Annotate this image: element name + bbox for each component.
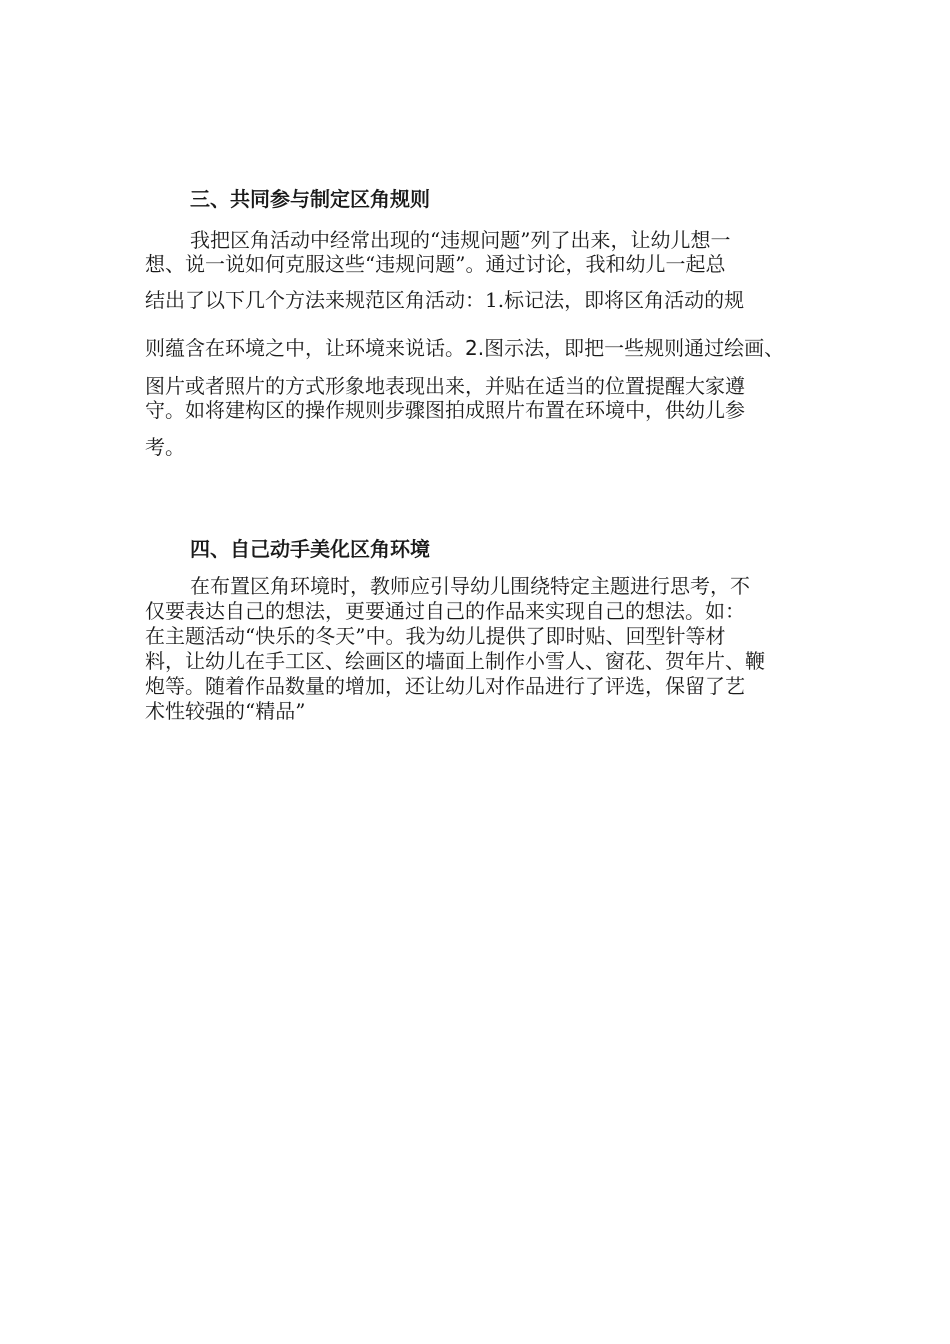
section-4-line-5: 炮等。随着作品数量的增加，还让幼儿对作品进行了评选，保留了艺 — [145, 674, 745, 698]
section-3-line-3: 结出了以下几个方法来规范区角活动：1.标记法，即将区角活动的规 — [145, 288, 745, 312]
section-4-line-3: 在主题活动“快乐的冬天”中。我为幼儿提供了即时贴、回型针等材 — [145, 624, 726, 648]
section-4-line-2: 仅要表达自己的想法，更要通过自己的作品来实现自己的想法。如： — [145, 599, 745, 623]
section-3-line-7: 考。 — [145, 435, 185, 459]
section-4-line-4: 料，让幼儿在手工区、绘画区的墙面上制作小雪人、窗花、贺年片、鞭 — [145, 649, 765, 673]
section-3-heading: 三、共同参与制定区角规则 — [190, 187, 430, 211]
section-4-line-1: 在布置区角环境时，教师应引导幼儿围绕特定主题进行思考，不 — [190, 574, 750, 598]
section-4-heading: 四、自己动手美化区角环境 — [190, 537, 430, 561]
section-3-line-2: 想、说一说如何克服这些“违规问题”。通过讨论，我和幼儿一起总 — [145, 252, 726, 276]
section-3-line-6: 守。如将建构区的操作规则步骤图拍成照片布置在环境中，供幼儿参 — [145, 398, 745, 422]
section-3-line-4: 则蕴含在环境之中，让环境来说话。2.图示法，即把一些规则通过绘画、 — [145, 336, 785, 360]
section-4-line-6: 术性较强的“精品” — [145, 699, 306, 723]
section-3-line-1: 我把区角活动中经常出现的“违规问题”列了出来，让幼儿想一 — [190, 228, 731, 252]
section-3-line-5: 图片或者照片的方式形象地表现出来，并贴在适当的位置提醒大家遵 — [145, 374, 745, 398]
